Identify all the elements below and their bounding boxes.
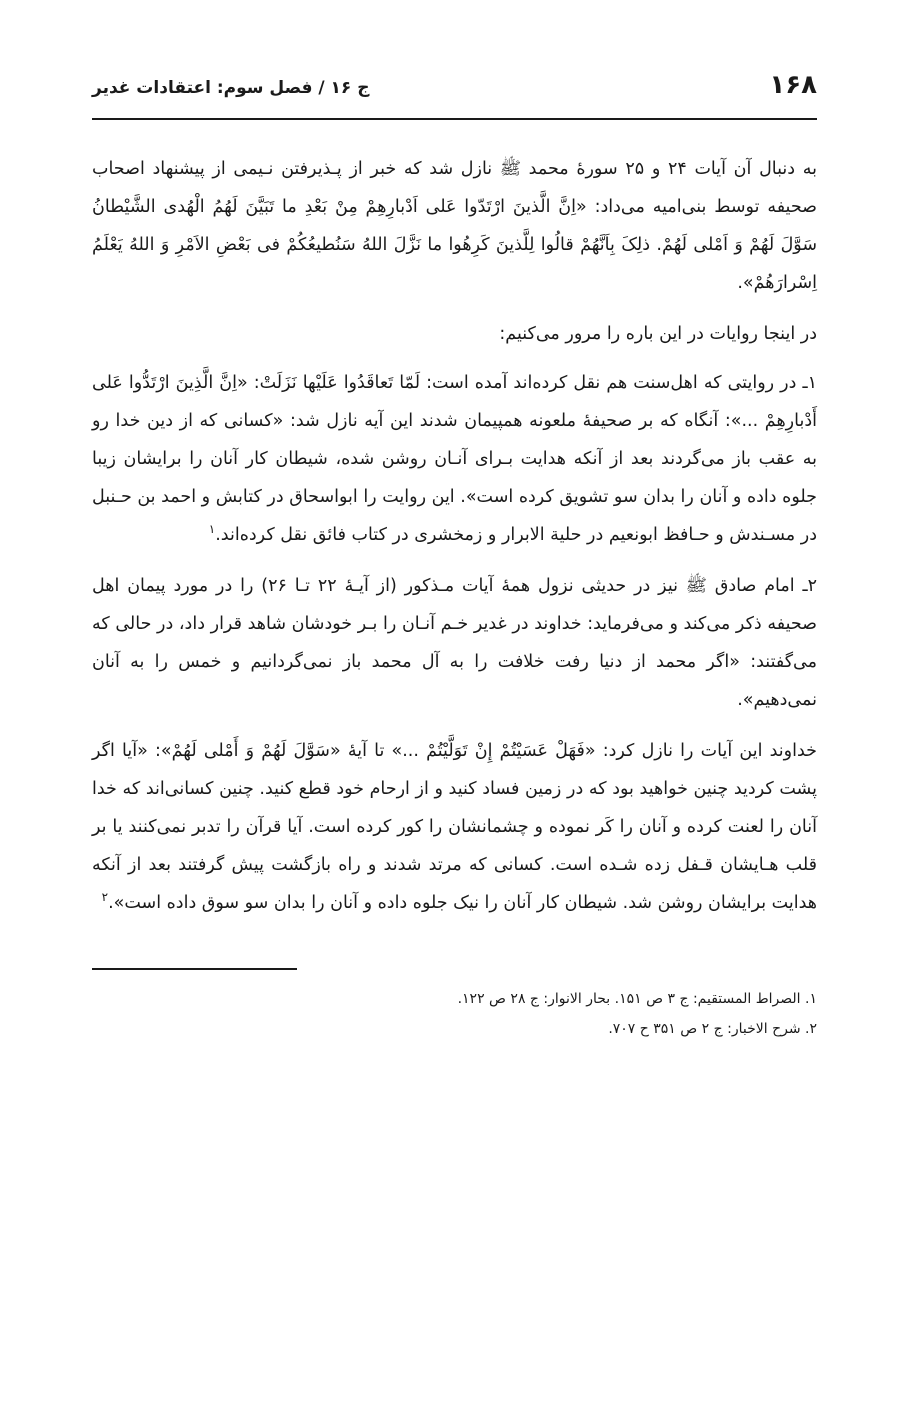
footnote-2: ۲. شرح الاخبار: ج ۲ ص ۳۵۱ ح ۷۰۷.	[608, 1021, 817, 1037]
page-number: ۱۶۸	[769, 70, 817, 100]
footnote-ref[interactable]: ۲	[101, 890, 109, 905]
body-text	[92, 150, 817, 922]
paragraph-text: ۱ـ در روایتی که اهل‌سنت هم نقل کرده‌اند آمده است: لَمّا تَعاقَدُوا عَلَیْها نَزَلَتْ: «اِنَّ الَّذِینَ ارْتَدُّوا عَلی أَدْبارِهِمْ ...»: آنگاه که بر صحیفۀ ملعونه همپیمان شدند این آیه نازل شد: «کسانی که از دین خدا رو به عقب باز می‌گردند بعد از آنکه هدایت بـرای آنـان روشن شده، شیطان کار آنان را برایشان زیبا جلوه داده و آنان را بدان سو تشویق کرده است». این روایت را ابواسحاق در کتابش و احمد بن حـنبل در مسـندش و حـافظ ابونعیم در حلیة الابرار و زمخشری در کتاب فائق نقل کرده‌اند.	[92, 373, 817, 545]
footnote-ref[interactable]: ۱	[208, 522, 216, 537]
footnote-1: ۱. الصراط المستقیم: ج ۳ ص ۱۵۱. بحار الانوار: ج ۲۸ ص ۱۲۲.	[457, 991, 817, 1007]
running-title: ج ۱۶ / فصل سوم: اعتقادات غدیر	[92, 78, 370, 98]
paragraph-text: خداوند این آیات را نازل کرد: «فَهَلْ عَسَیْتُمْ إِنْ تَوَلَّیْتُمْ ...» تا آیۀ «سَوَّلَ لَهُمْ وَ أَمْلی لَهُمْ»: «آیا اگر پشت کردید چنین خواهید بود که در زمین فساد کنید و از ارحام خود قطع کنید. چنین کسانی‌اند که خدا آنان را لعنت کرده و آنان را کَر نموده و چشمانشان را کور کرده است. آیا قرآن را تدبر نمی‌کنند یا بر قلب هـایشان قـفل زده شـده است. کسانی که مرتد شدند و راه بازگشت پیش گرفتند بعد از آنکه هدایت برایشان روشن شد. شیطان کار آنان را نیک جلوه داده و آنان را بدان سو سوق داده است».	[92, 741, 817, 913]
paragraph-intro	[92, 150, 817, 302]
paragraph-narration-1	[92, 364, 817, 554]
paragraph-transition	[92, 315, 817, 353]
paragraph-text: ۲ـ امام صادق ﷺ نیز در حدیثی نزول همۀ آیات مـذکور (از آیـۀ ۲۲ تـا ۲۶) را در مورد پیمان اهل صحیفه ذکر می‌کند و می‌فرماید: خداوند در غدیر خـم آنـان را بـر خودشان شاهد قرار داد، در حالی که می‌گفتند: «اگر محمد از دنیا رفت خلافت را به آل محمد باز نمی‌گردانیم و خمس را به آنان نمی‌دهیم».	[92, 576, 817, 710]
paragraph-narration-2	[92, 567, 817, 719]
paragraph-revelation	[92, 732, 817, 922]
paragraph-text: در اینجا روایات در این باره را مرور می‌کنیم:	[499, 324, 817, 344]
paragraph-text: به دنبال آن آیات ۲۴ و ۲۵ سورۀ محمد ﷺ نازل شد که خبر از پـذیرفتن نـیمی از پیشنهاد اصحاب صحیفه توسط بنی‌امیه می‌داد: «اِنَّ الَّذینَ ارْتَدّوا عَلی اَدْبارِهِمْ مِنْ بَعْدِ ما تَبَیَّنَ لَهُمُ الْهُدی الشَّیْطانُ سَوَّلَ لَهُمْ وَ اَمْلی لَهُمْ. ذلِکَ بِاَنَّهُمْ قالُوا لِلَّذینَ کَرِهُوا ما نَزَّلَ اللهُ سَنُطیعُکُمْ فی بَعْضِ الاَمْرِ وَ اللهُ یَعْلَمُ اِسْرارَهُمْ».	[92, 159, 818, 293]
page-header	[92, 60, 817, 120]
footnotes	[92, 984, 817, 1044]
footnote-separator	[92, 968, 297, 970]
book-page	[92, 60, 817, 1044]
